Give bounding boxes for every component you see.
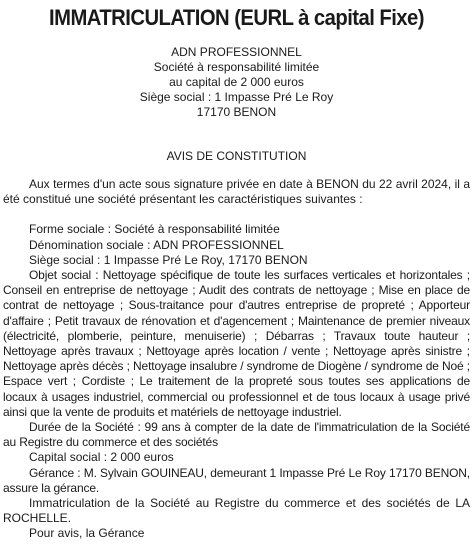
- immatriculation: Immatriculation de la Société au Registre du commerce et des sociétés de LA ROCHELLE.: [3, 496, 470, 526]
- company-header: [3, 45, 470, 120]
- capital-social: Capital social : 2 000 euros: [29, 450, 174, 465]
- notice-body: [3, 177, 470, 542]
- spacer: [3, 207, 470, 222]
- forme-sociale: Forme sociale : Société à responsabilité limitée: [29, 222, 280, 237]
- company-postcode: 17170 BENON: [196, 105, 277, 119]
- avis-title: AVIS DE CONSTITUTION: [166, 149, 307, 163]
- company-capital: au capital de 2 000 euros: [169, 75, 304, 89]
- gerance: Gérance : M. Sylvain GOUINEAU, demeurant 1 Impasse Pré Le Roy 17170 BENON, assure la gérance.: [3, 465, 470, 495]
- legal-notice: [0, 5, 473, 547]
- notice-title: IMMATRICULATION (EURL à capital Fixe): [49, 5, 424, 30]
- objet-social: Objet social : Nettoyage spécifique de toute les surfaces verticales et horizontales ; Conseil en entreprise de nettoyage ; Audit des contrats de nettoyage ; Mise en place de contrat de nettoyage ; Sous-traitance pour d'autres entreprise de propreté ; Apporteur d'affaire ; Petit travaux de rénovation et d'agencement ; Maintenance de premier niveaux (électricité, plomberie, peinture, menuiserie) ; Débarras ; Travaux toute hauteur ; Nettoyage après travaux ; Nettoyage après location / vente ; Nettoyage après sinistre ; Nettoyage après décès ; Nettoyage insalubre / syndrome de Diogène / syndrome de Noé ; Espace vert ; Cordiste ; Le traitement de la propreté sous toutes ses applications de locaux à usages industriel, commercial ou professionnel et de tous locaux à usage privé ainsi que la vente de produits et matériels de nettoyage industriel.: [3, 268, 470, 419]
- siege-social: Siège social : 1 Impasse Pré Le Roy, 17170 BENON: [29, 252, 308, 267]
- company-address: Siège social : 1 Impasse Pré Le Roy: [139, 90, 334, 104]
- company-name: ADN PROFESSIONNEL: [171, 45, 302, 59]
- denomination-sociale: Dénomination sociale : ADN PROFESSIONNEL: [29, 237, 284, 252]
- duree-societe: Durée de la Société : 99 ans à compter de la date de l'immatriculation de la Société au Registre du commerce et des sociétés: [3, 420, 470, 450]
- closing-signature: Pour avis, la Gérance: [29, 526, 145, 541]
- company-form: Société à responsabilité limitée: [153, 60, 320, 74]
- intro-paragraph: Aux termes d'un acte sous signature privée en date à BENON du 22 avril 2024, il a été constitué une société présentant les caractéristiques suivantes :: [3, 177, 470, 207]
